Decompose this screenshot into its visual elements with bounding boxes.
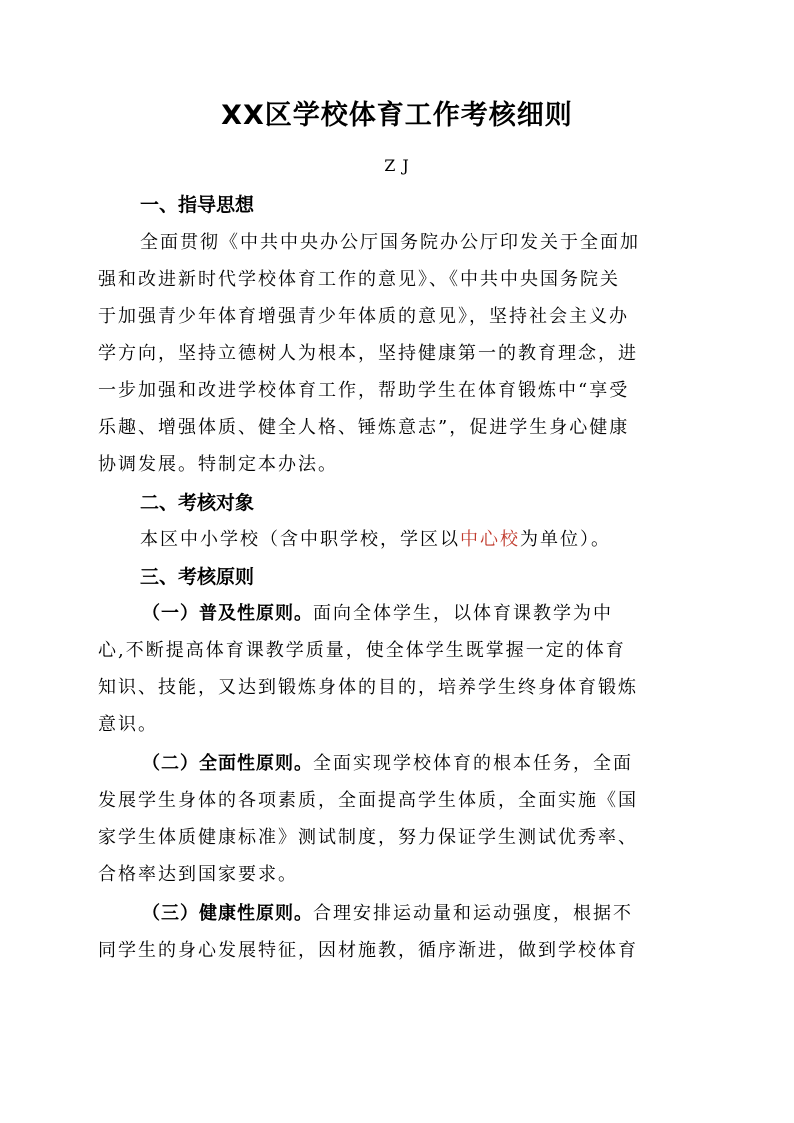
paragraph-line: 全面贯彻《中共中央办公厅国务院办公厅印发关于全面加 <box>140 232 640 253</box>
principle-label: （二）全面性原则。 <box>142 753 313 774</box>
paragraph-line <box>142 599 613 629</box>
paragraph-line <box>142 749 633 779</box>
paragraph-line: 于加强青少年体育增强青少年体质的意见》，坚持社会主义办 <box>98 306 629 327</box>
principle-label: （三）健康性原则。 <box>142 903 313 924</box>
paragraph-line: 心,不断提高体育课教学质量，使全体学生既掌握一定的体育 <box>98 640 626 661</box>
document-title: XX区学校体育工作考核细则 <box>221 100 573 131</box>
paragraph-line: 协调发展。特制定本办法。 <box>98 454 338 475</box>
paragraph-line: 发展学生身体的各项素质，全面提高学生体质，全面实施《国 <box>98 790 638 811</box>
text-segment: 本区中小学校（含中职学校，学区以 <box>140 529 460 550</box>
text-segment: 合理安排运动量和运动强度，根据不 <box>313 903 633 924</box>
paragraph-line <box>140 525 611 555</box>
paragraph-line: 强和改进新时代学校体育工作的意见》、《中共中央国务院关 <box>98 269 620 290</box>
paragraph-line: 乐趣、增强体质、健全人格、锤炼意志”，促进学生身心健康 <box>98 417 630 438</box>
paragraph-line <box>142 899 633 929</box>
text-segment: 全面实现学校体育的根本任务，全面 <box>313 753 633 774</box>
paragraph-line: 一步加强和改进学校体育工作，帮助学生在体育锻炼中“享受 <box>98 380 630 401</box>
paragraph-line: 合格率达到国家要求。 <box>98 864 298 885</box>
text-segment: 面向全体学生，以体育课教学为中 <box>313 603 613 624</box>
paragraph-line: 意识。 <box>98 714 158 735</box>
paragraph-line: 同学生的身心发展特征，因材施教，循序渐进，做到学校体育 <box>98 940 638 961</box>
author-initials: Z J <box>384 156 410 175</box>
text-segment: 为单位）。 <box>520 529 611 550</box>
section-heading-assessment-principles: 三、考核原则 <box>140 566 255 588</box>
section-heading-assessment-target: 二、考核对象 <box>140 492 255 514</box>
paragraph-line: 家学生体质健康标准》测试制度，努力保证学生测试优秀率、 <box>98 827 638 848</box>
section-heading-guiding-ideology: 一、指导思想 <box>140 194 255 216</box>
paragraph-line: 学方向，坚持立德树人为根本，坚持健康第一的教育理念，进 <box>98 343 638 364</box>
paragraph-line: 知识、技能，又达到锻炼身体的目的，培养学生终身体育锻炼 <box>98 677 638 698</box>
highlighted-text: 中心校 <box>460 529 520 550</box>
principle-label: （一）普及性原则。 <box>142 603 313 624</box>
